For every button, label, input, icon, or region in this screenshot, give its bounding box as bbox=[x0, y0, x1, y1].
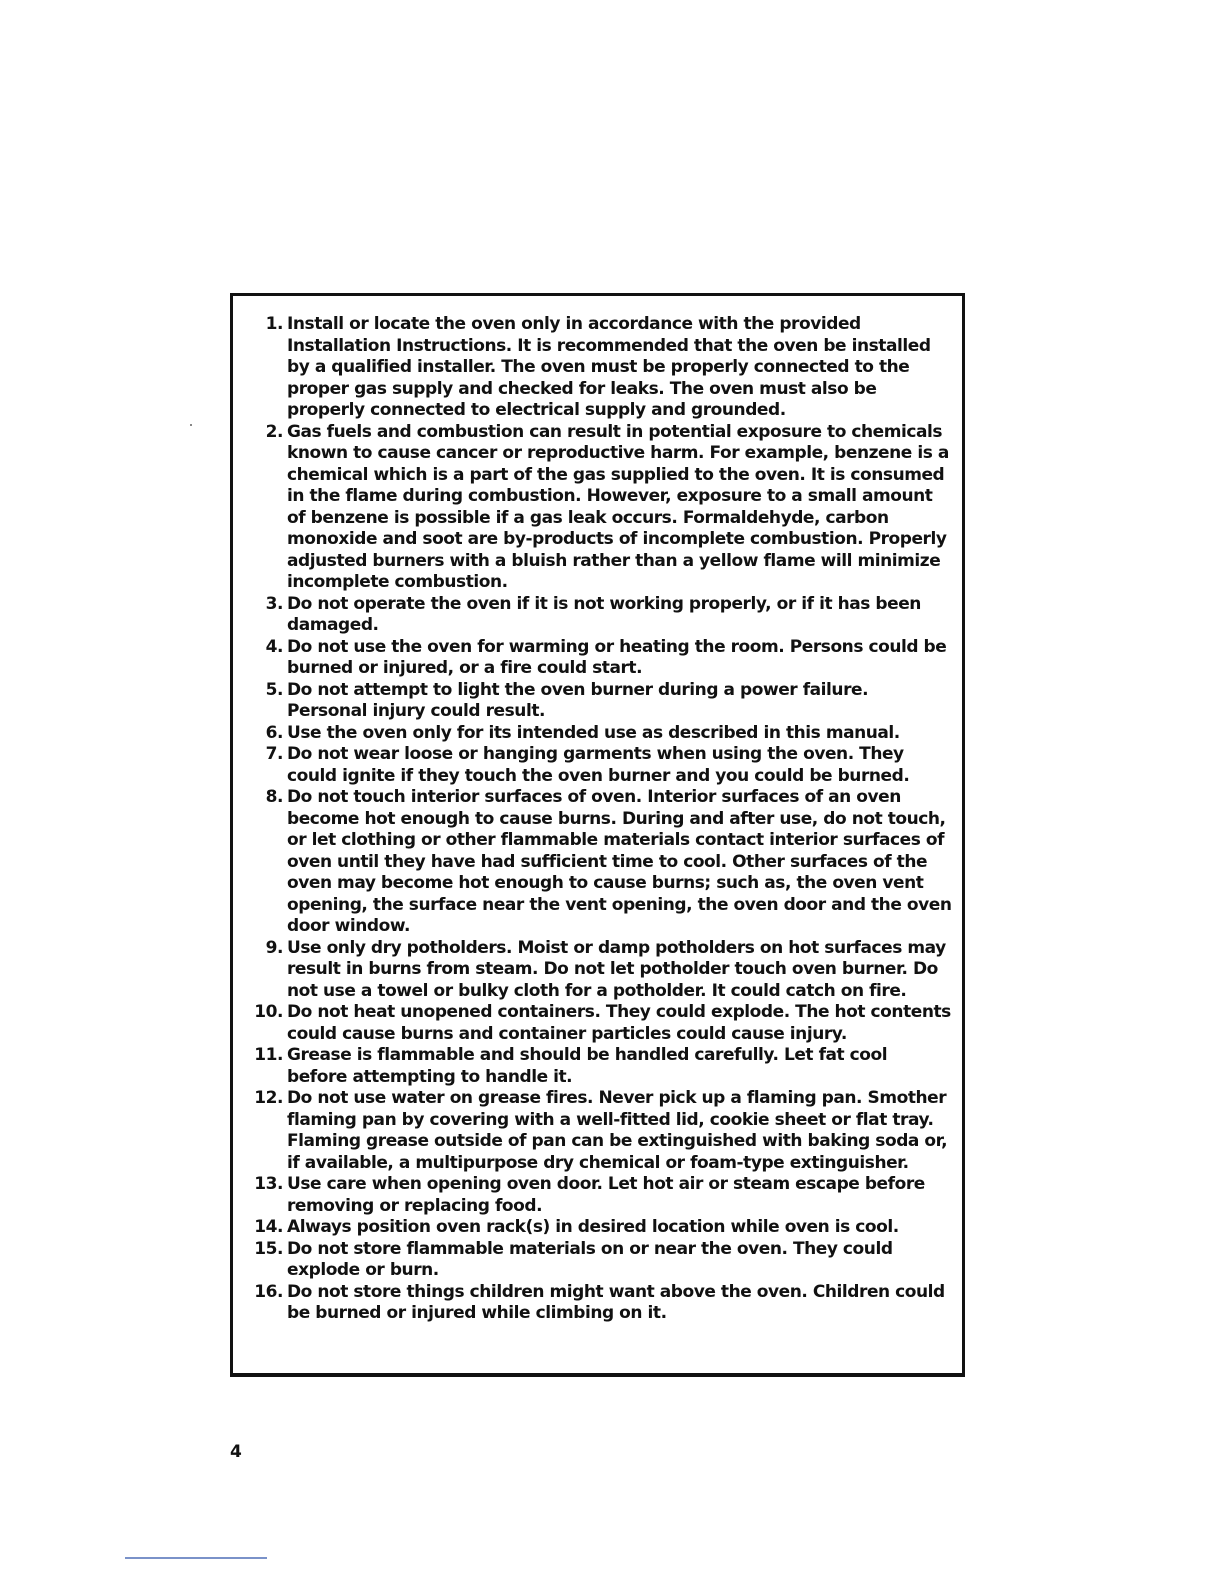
instruction-text: Do not wear loose or hanging garments when using the oven. They could ignite if they touch the oven burner and you could be burned. bbox=[287, 744, 910, 786]
instruction-number: 7. bbox=[265, 744, 283, 764]
instruction-item-8 bbox=[247, 787, 952, 938]
instruction-item-15 bbox=[247, 1239, 952, 1282]
instruction-text: Use the oven only for its intended use as described in this manual. bbox=[287, 722, 900, 743]
instruction-text: Do not touch interior surfaces of oven. Interior surfaces of an oven become hot enough to cause burns. During and after use, do not touch, or let clothing or other flammable materials contact interior surfaces of oven until they have had sufficient time to cool. Other surfaces of the oven may become hot enough to cause burns; such as, the oven vent opening, the surface near the vent opening, the oven door and the oven door window. bbox=[287, 787, 952, 936]
instruction-text: Do not heat unopened containers. They could explode. The hot contents could cause burns and container particles could cause injury. bbox=[287, 1002, 951, 1044]
instruction-number: 10. bbox=[254, 1002, 283, 1022]
instruction-number: 15. bbox=[254, 1238, 283, 1259]
instruction-item-2 bbox=[247, 422, 952, 594]
instruction-number: 6. bbox=[265, 722, 283, 743]
instruction-text: Do not use the oven for warming or heating the room. Persons could be burned or injured, or a fire could start. bbox=[287, 636, 947, 678]
instruction-item-6 bbox=[247, 723, 952, 745]
instruction-number: 16. bbox=[254, 1281, 283, 1302]
safety-instructions-list bbox=[247, 314, 952, 1325]
instruction-number: 3. bbox=[265, 593, 283, 614]
instruction-text: Always position oven rack(s) in desired location while oven is cool. bbox=[287, 1217, 899, 1237]
instruction-number: 1. bbox=[265, 314, 283, 334]
instruction-item-13 bbox=[247, 1174, 952, 1217]
instruction-text: Do not store things children might want above the oven. Children could be burned or injured while climbing on it. bbox=[287, 1281, 945, 1323]
instruction-number: 11. bbox=[254, 1045, 283, 1065]
instruction-item-12 bbox=[247, 1088, 952, 1174]
instruction-number: 5. bbox=[265, 679, 283, 700]
instruction-item-16 bbox=[247, 1282, 952, 1325]
instruction-text: Do not use water on grease fires. Never pick up a flaming pan. Smother flaming pan by covering with a well-fitted lid, cookie sheet or flat tray. Flaming grease outside of pan can be extinguished with baking soda or, if available, a multipurpose dry chemical or foam-type extinguisher. bbox=[287, 1088, 948, 1173]
instruction-item-11 bbox=[247, 1045, 952, 1088]
footer-rule bbox=[125, 1557, 267, 1559]
instruction-text: Do not operate the oven if it is not working properly, or if it has been damaged. bbox=[287, 593, 921, 635]
instruction-item-10 bbox=[247, 1002, 952, 1045]
page-number: 4 bbox=[230, 1442, 242, 1462]
instruction-number: 4. bbox=[265, 636, 283, 657]
instruction-number: 2. bbox=[265, 421, 283, 442]
instruction-item-14 bbox=[247, 1217, 952, 1239]
instruction-text: Do not attempt to light the oven burner during a power failure. Personal injury could result. bbox=[287, 679, 869, 721]
instruction-text: Gas fuels and combustion can result in potential exposure to chemicals known to cause cancer or reproductive harm. For example, benzene is a chemical which is a part of the gas supplied to the oven. It is consumed in the flame during combustion. However, exposure to a small amount of benzene is possible if a gas leak occurs. Formaldehyde, carbon monoxide and soot are by-products of incomplete combustion. Properly adjusted burners with a bluish rather than a yellow flame will minimize incomplete combustion. bbox=[287, 421, 949, 592]
instruction-item-7 bbox=[247, 744, 952, 787]
instruction-item-4 bbox=[247, 637, 952, 680]
instruction-item-5 bbox=[247, 680, 952, 723]
instruction-number: 9. bbox=[265, 937, 283, 958]
instruction-number: 12. bbox=[254, 1088, 283, 1108]
instruction-text: Use only dry potholders. Moist or damp potholders on hot surfaces may result in burns from steam. Do not let potholder touch oven burner. Do not use a towel or bulky cloth for a potholder. It could catch on fire. bbox=[287, 937, 946, 1001]
instruction-text: Install or locate the oven only in accordance with the provided Installation Instructions. It is recommended that the oven be installed by a qualified installer. The oven must be properly connected to the proper gas supply and checked for leaks. The oven must also be properly connected to electrical supply and grounded. bbox=[287, 314, 931, 420]
scan-speck bbox=[190, 424, 192, 426]
instruction-text: Grease is flammable and should be handled carefully. Let fat cool before attempting to handle it. bbox=[287, 1045, 888, 1087]
instruction-text: Use care when opening oven door. Let hot air or steam escape before removing or replacing food. bbox=[287, 1174, 925, 1216]
safety-instructions-box bbox=[230, 293, 965, 1377]
instruction-item-1 bbox=[247, 314, 952, 422]
instruction-item-9 bbox=[247, 938, 952, 1003]
instruction-number: 13. bbox=[254, 1174, 283, 1194]
instruction-text: Do not store flammable materials on or near the oven. They could explode or burn. bbox=[287, 1238, 893, 1280]
instruction-number: 14. bbox=[254, 1217, 283, 1237]
instruction-item-3 bbox=[247, 594, 952, 637]
instruction-number: 8. bbox=[265, 787, 283, 807]
